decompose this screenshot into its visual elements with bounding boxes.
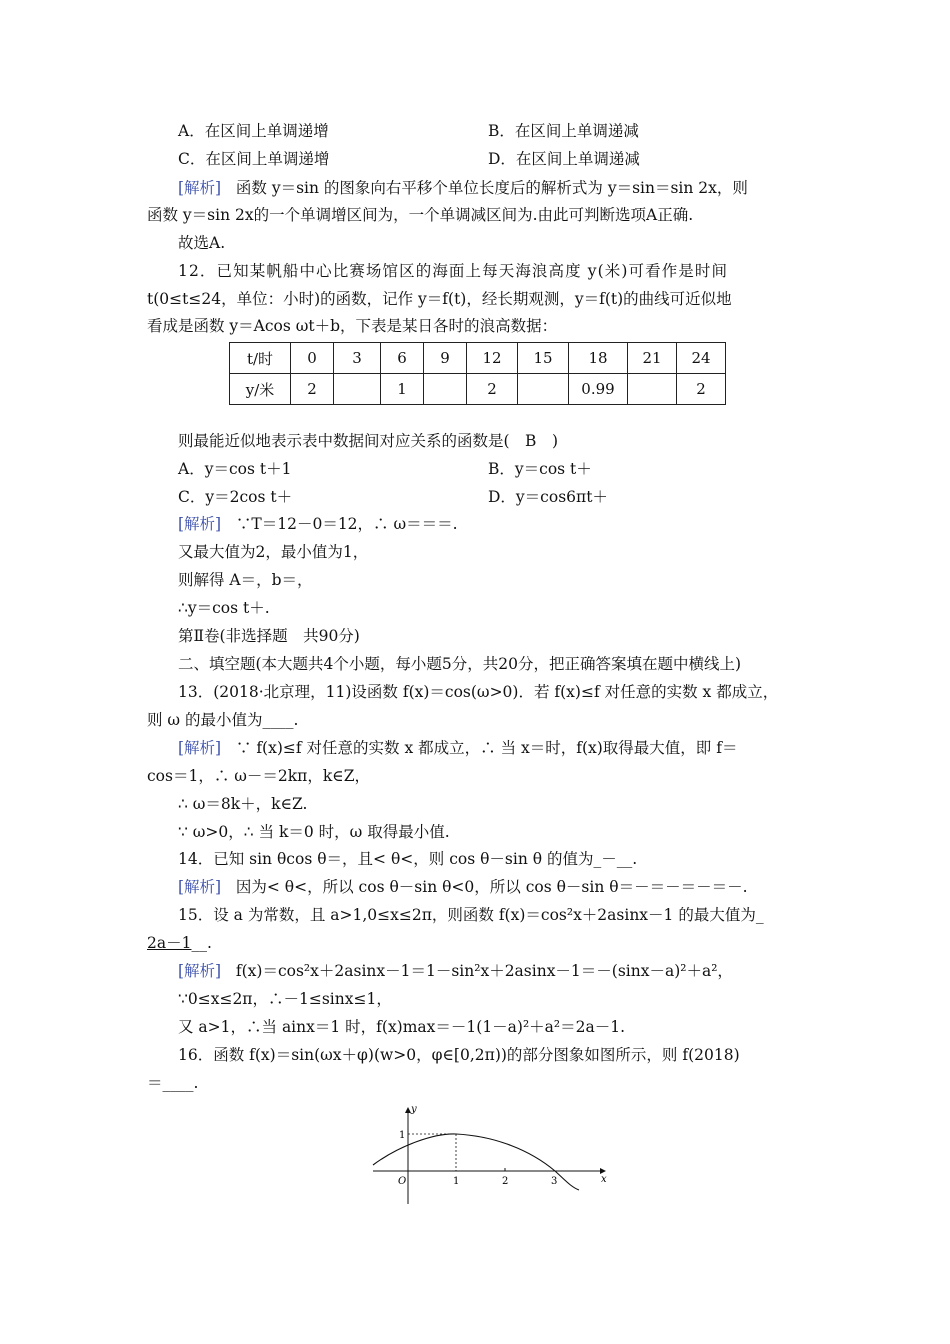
- q12-analysis-line3: 则解得 A＝，b＝，: [178, 571, 313, 589]
- q12-stem-line2: t(0≤t≤24，单位：小时)的函数，记作 y＝f(t)，经长期观测，y＝f(t)的曲线可近似地: [147, 290, 732, 308]
- q14-analysis-line1: [178, 876, 748, 898]
- table-cell: 12: [467, 343, 518, 374]
- table-cell: 9: [424, 343, 467, 374]
- table-cell: 2: [291, 374, 334, 405]
- table-cell: [628, 374, 677, 405]
- table-cell: 0: [291, 343, 334, 374]
- q14-stem-text: 14．已知 sin θcos θ＝，且< θ<，则 cos θ－sin θ 的值为: [178, 850, 594, 868]
- analysis-tag: [解析]: [178, 515, 222, 533]
- q11-analysis-line2: 函数 y＝sin 2x的一个单调增区间为，一个单调减区间为.由此可判断选项A正确.: [147, 206, 694, 224]
- table-cell: 6: [381, 343, 424, 374]
- q13-analysis-line4: ∵ ω>0，∴ 当 k＝0 时，ω 取得最小值.: [178, 823, 450, 841]
- q15-answer: 2a－1: [147, 934, 192, 952]
- table-cell: [334, 374, 381, 405]
- table-cell: 3: [334, 343, 381, 374]
- q12-analysis-line1: [178, 513, 458, 535]
- table-cell: 2: [467, 374, 518, 405]
- table-cell: 1: [381, 374, 424, 405]
- q13-analysis-text1: ∵ f(x)≤f 对任意的实数 x 都成立，∴ 当 x＝时，f(x)取得最大值，即 f＝: [235, 739, 738, 757]
- q14-stem-end: .: [632, 850, 638, 868]
- q11-analysis-line3: 故选A.: [178, 234, 226, 252]
- q11-option-a: A．在区间上单调递增: [178, 122, 329, 140]
- q13-stem-line1: 13．(2018·北京理，11)设函数 f(x)＝cos(ω>0)．若 f(x)≤f 对任意的实数 x 都成立，: [178, 683, 779, 701]
- q13-analysis-line1: [178, 737, 737, 759]
- y-axis-label: y: [411, 1104, 417, 1115]
- q11-option-d: D．在区间上单调递减: [488, 150, 640, 168]
- wave-height-table: [229, 342, 726, 405]
- q15-analysis-line2: ∵0≤x≤2π，∴－1≤sinx≤1，: [178, 990, 392, 1008]
- table-cell: [424, 374, 467, 405]
- sine-graph: [365, 1100, 615, 1210]
- q12-question: 则最能近似地表示表中数据间对应关系的函数是( B ): [178, 432, 558, 450]
- table-cell: [518, 374, 569, 405]
- table-cell: 24: [677, 343, 726, 374]
- q12-analysis-line4: ∴y＝cos t＋.: [178, 599, 270, 617]
- part2-heading: 第Ⅱ卷(非选择题 共90分): [178, 627, 360, 645]
- q13-analysis-line2: cos＝1，∴ ω－＝2kπ，k∈Z，: [147, 767, 370, 785]
- q12-analysis-text1: ∵T＝12－0＝12，∴ ω＝＝＝.: [235, 515, 458, 533]
- q14-analysis-text1: 因为< θ<，所以 cos θ－sin θ<0，所以 cos θ－sin θ＝－＝－＝－＝－.: [235, 878, 748, 896]
- table-header-t: t/时: [230, 343, 291, 374]
- analysis-tag: [解析]: [178, 739, 222, 757]
- section-heading: 二、填空题(本大题共4个小题，每小题5分，共20分，把正确答案填在题中横线上): [178, 655, 742, 673]
- table-cell: 18: [569, 343, 628, 374]
- table-cell: 0.99: [569, 374, 628, 405]
- q12-analysis-line2: 又最大值为2，最小值为1，: [178, 543, 369, 561]
- x-tick-label-1: 1: [453, 1176, 460, 1187]
- q15-analysis-line3: 又 a>1，∴当 ainx＝1 时，f(x)max＝－1(1－a)²＋a²＝2a－1.: [178, 1018, 626, 1036]
- x-tick-label-3: 3: [551, 1176, 558, 1187]
- table-header-y: y/米: [230, 374, 291, 405]
- q11-analysis-text1: 函数 y＝sin 的图象向右平移个单位长度后的解析式为 y＝sin＝sin 2x，则: [235, 179, 748, 197]
- q11-option-c: C．在区间上单调递增: [178, 150, 330, 168]
- q13-stem-line2: 则 ω 的最小值为____.: [147, 711, 299, 729]
- q15-stem-line1: 15．设 a 为常数，且 a>1,0≤x≤2π，则函数 f(x)＝cos²x＋2asinx－1 的最大值为_: [178, 906, 764, 924]
- analysis-tag: [解析]: [178, 878, 222, 896]
- q15-stem-line2: [147, 932, 212, 954]
- q14-answer: _－__: [593, 850, 633, 868]
- q12-option-a: A．y＝cos t＋1: [178, 460, 292, 478]
- q12-stem-line3: 看成是函数 y＝Acos ωt＋b，下表是某日各时的浪高数据：: [147, 317, 558, 335]
- table-row-time: [230, 343, 726, 374]
- q12-option-c: C．y＝2cos t＋: [178, 488, 293, 506]
- table-cell: 2: [677, 374, 726, 405]
- table-row-height: [230, 374, 726, 405]
- y-tick-label-1: 1: [399, 1130, 406, 1141]
- x-axis-label: x: [601, 1174, 607, 1185]
- q12-stem-line1: 12．已知某帆船中心比赛场馆区的海面上每天海浪高度 y(米)可看作是时间: [178, 262, 729, 280]
- q16-stem-line1: 16．函数 f(x)＝sin(ωx＋φ)(w>0，φ∈[0,2π))的部分图象如图所示，则 f(2018): [178, 1046, 740, 1064]
- q15-stem-end: __.: [191, 934, 212, 952]
- x-tick-label-2: 2: [502, 1176, 509, 1187]
- analysis-tag: [解析]: [178, 179, 222, 197]
- table-cell: 15: [518, 343, 569, 374]
- q16-stem-line2: ＝____.: [147, 1074, 199, 1092]
- q11-analysis-line1: [178, 177, 748, 199]
- q15-analysis-line1: [178, 960, 733, 982]
- analysis-tag: [解析]: [178, 962, 222, 980]
- table-cell: 21: [628, 343, 677, 374]
- origin-label: O: [398, 1176, 407, 1187]
- q12-option-d: D．y＝cos6πt＋: [488, 488, 608, 506]
- q15-analysis-text1: f(x)＝cos²x＋2asinx－1＝1－sin²x＋2asinx－1＝－(sinx－a)²＋a²，: [235, 962, 733, 980]
- q14-stem: [178, 848, 637, 870]
- q13-analysis-line3: ∴ ω＝8k＋，k∈Z.: [178, 795, 308, 813]
- q12-option-b: B．y＝cos t＋: [488, 460, 592, 478]
- q11-option-b: B．在区间上单调递减: [488, 122, 639, 140]
